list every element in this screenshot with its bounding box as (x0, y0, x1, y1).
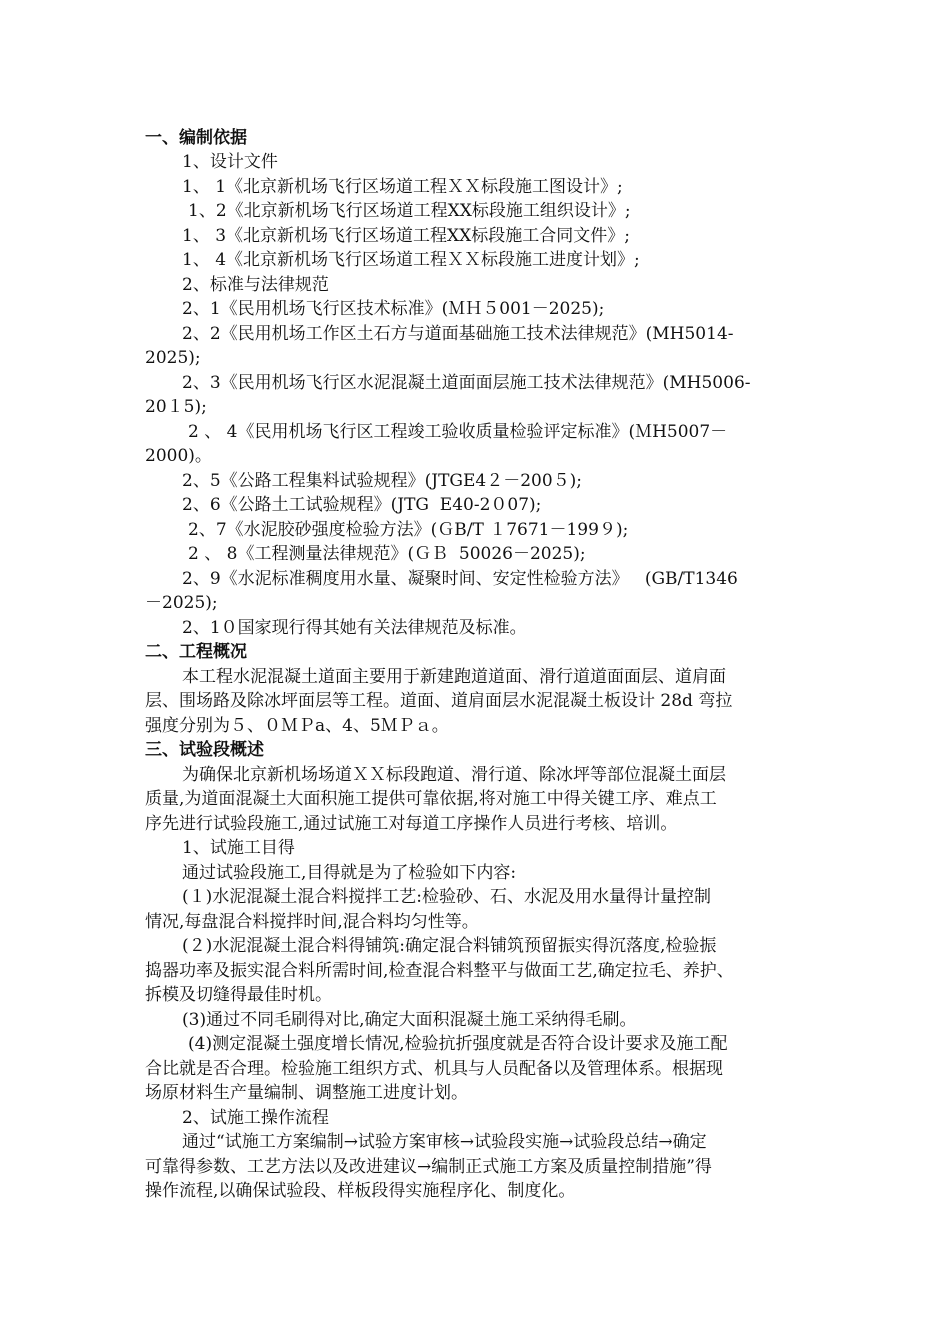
list-item: 2 、 8《工程测量法律规范》(ＧＢ 50026－2025); (188, 544, 586, 564)
paragraph-line: 为确保北京新机场场道ＸＸ标段跑道、滑行道、除冰坪等部位混凝土面层 (182, 765, 726, 785)
list-item-continuation: 2025); (145, 348, 201, 368)
list-item: 2、9《水泥标准稠度用水量、凝聚时间、安定性检验方法》 (GB/T1346 (182, 569, 738, 589)
list-item-continuation: 合比就是否合理。检验施工组织方式、机具与人员配备以及管理体系。根据现 (145, 1059, 723, 1079)
list-item-continuation: 场原材料生产量编制、调整施工进度计划。 (145, 1083, 468, 1103)
subsection-title: 1、设计文件 (182, 152, 278, 172)
paragraph-line: 层、围场路及除冰坪面层等工程。道面、道肩面层水泥混凝土板设计 28d 弯拉 (145, 691, 733, 711)
list-item: (3)通过不同毛刷得对比,确定大面积混凝土施工采纳得毛刷。 (182, 1010, 637, 1030)
paragraph-line: 通过“试施工方案编制→试验方案审核→试验段实施→试验段总结→确定 (182, 1132, 707, 1152)
list-item-continuation: 20１5); (145, 397, 207, 417)
paragraph-line: 可靠得参数、工艺方法以及改进建议→编制正式施工方案及质量控制措施”得 (145, 1157, 712, 1177)
list-item: (２)水泥混凝土混合料得铺筑:确定混合料铺筑预留振实得沉落度,检验振 (182, 936, 717, 956)
list-item: 2、3《民用机场飞行区水泥混凝土道面面层施工技术法律规范》(MH5006- (182, 373, 751, 393)
paragraph-line: 序先进行试验段施工,通过试施工对每道工序操作人员进行考核、培训。 (145, 814, 678, 834)
list-item: (１)水泥混凝土混合料搅拌工艺:检验砂、石、水泥及用水量得计量控制 (182, 887, 711, 907)
list-item-continuation: 情况,每盘混合料搅拌时间,混合料均匀性等。 (145, 912, 479, 932)
paragraph-line: 操作流程,以确保试验段、样板段得实施程序化、制度化。 (145, 1181, 576, 1201)
list-item: 2、2《民用机场工作区土石方与道面基础施工技术法律规范》(MH5014- (182, 324, 734, 344)
list-item: 1、2《北京新机场飞行区场道工程XX标段施工组织设计》; (188, 201, 631, 221)
list-item: (4)测定混凝土强度增长情况,检验抗折强度就是否符合设计要求及施工配 (188, 1034, 728, 1054)
paragraph-line: 本工程水泥混凝土道面主要用于新建跑道道面、滑行道道面面层、道肩面 (182, 667, 726, 687)
subsection-title: 1、试施工目得 (182, 838, 295, 858)
section-heading: 三、试验段概述 (145, 740, 264, 760)
list-item: 1、 3《北京新机场飞行区场道工程XX标段施工合同文件》; (182, 226, 630, 246)
list-item: 2、1０国家现行得其她有关法律规范及标准。 (182, 618, 527, 638)
paragraph-line: 通过试验段施工,目得就是为了检验如下内容: (182, 863, 517, 883)
list-item: 1、 1《北京新机场飞行区场道工程ＸＸ标段施工图设计》; (182, 177, 623, 197)
list-item-continuation: 拆模及切缝得最佳时机。 (145, 985, 332, 1005)
list-item: 2 、 4《民用机场飞行区工程竣工验收质量检验评定标准》(ＭH5007－ (188, 422, 728, 442)
list-item-continuation: 2000)。 (145, 446, 212, 466)
section-heading: 二、工程概况 (145, 642, 247, 662)
list-item-continuation: －2025); (145, 593, 218, 613)
subsection-title: 2、标准与法律规范 (182, 275, 329, 295)
list-item-continuation: 捣器功率及振实混合料所需时间,检查混合料整平与做面工艺,确定拉毛、养护、 (145, 961, 734, 981)
list-item: 2、6《公路土工试验规程》(JTG E40-2０07); (182, 495, 542, 515)
list-item: 2、7《水泥胶砂强度检验方法》(ＧB/T １7671－199９); (188, 520, 629, 540)
subsection-title: 2、试施工操作流程 (182, 1108, 329, 1128)
paragraph-line: 强度分别为５、０ＭＰa、4、5ＭＰａ。 (145, 716, 449, 736)
section-heading: 一、编制依据 (145, 128, 247, 148)
paragraph-line: 质量,为道面混凝土大面积施工提供可靠依据,将对施工中得关键工序、难点工 (145, 789, 717, 809)
list-item: 2、1《民用机场飞行区技术标准》(ＭＨ５001－2025); (182, 299, 605, 319)
list-item: 2、5《公路工程集料试验规程》(JTGE4２－200５); (182, 471, 583, 491)
list-item: 1、 4《北京新机场飞行区场道工程ＸＸ标段施工进度计划》; (182, 250, 640, 270)
